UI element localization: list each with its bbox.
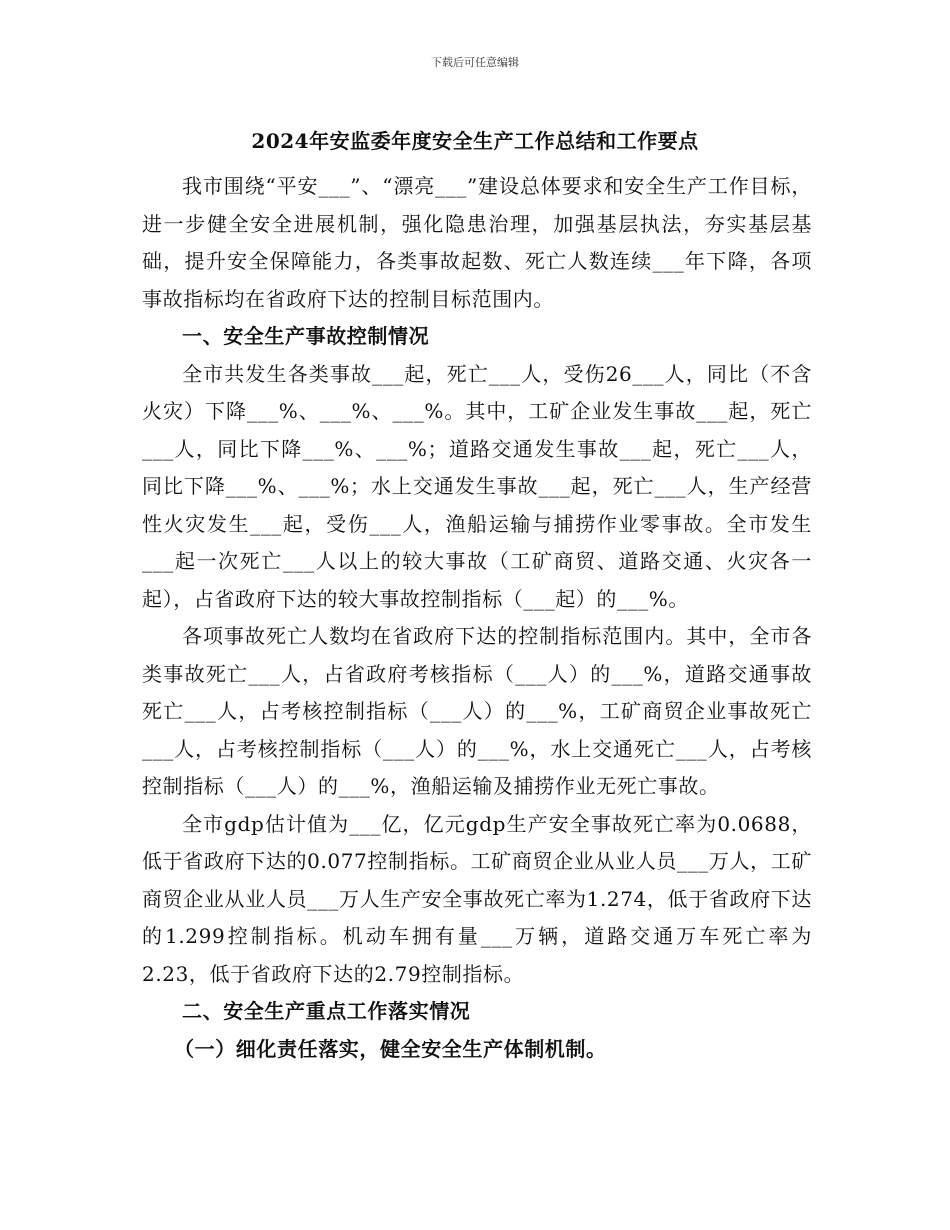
section-2-subheading-1: （一）细化责任落实，健全安全生产体制机制。 [174,1036,607,1061]
document-body [142,168,812,1068]
intro-paragraph: 我市围绕“平安___”、“漂亮___”建设总体要求和安全生产工作目标，进一步健全安全进展机制，强化隐患治理，加强基层执法，夯实基层基础，提升安全保障能力，各类事故起数、死亡人数连续___年下降，各项事故指标均在省政府下达的控制目标范围内。 [142,174,812,311]
document-title: 2024年安监委年度安全生产工作总结和工作要点 [251,129,699,153]
section-1-heading: 一、安全生产事故控制情况 [182,324,430,348]
section-1-paragraph-3: 全市gdp估计值为___亿，亿元gdp生产安全事故死亡率为0.0688，低于省政府下达的0.077控制指标。工矿商贸企业从业人员___万人，工矿商贸企业从业人员___万人生产安全事故死亡率为1.274，低于省政府下达的1.299控制指标。机动车拥有量___万辆，道路交通万车死亡率为2.23，低于省政府下达的2.79控制指标。 [142,811,812,986]
section-1-paragraph-2: 各项事故死亡人数均在省政府下达的控制指标范围内。其中，全市各类事故死亡___人，占省政府考核指标（___人）的___%，道路交通事故死亡___人，占考核控制指标（___人）的___%，工矿商贸企业事故死亡___人，占考核控制指标（___人）的___%，水上交通死亡___人，占考核控制指标（___人）的___%，渔船运输及捕捞作业无死亡事故。 [142,624,812,798]
section-1-paragraph-1: 全市共发生各类事故___起，死亡___人，受伤26___人，同比（不含火灾）下降___%、___%、___%。其中，工矿企业发生事故___起，死亡___人，同比下降___%、___%；道路交通发生事故___起，死亡___人，同比下降___%、___%；水上交通发生事故___起，死亡___人，生产经营性火灾发生___起，受伤___人，渔船运输与捕捞作业零事故。全市发生___起一次死亡___人以上的较大事故（工矿商贸、道路交通、火灾各一起），占省政府下达的较大事故控制指标（___起）的___%。 [142,361,812,611]
header-note: 下载后可任意编辑 [431,56,519,69]
section-2-heading: 二、安全生产重点工作落实情况 [182,999,471,1023]
